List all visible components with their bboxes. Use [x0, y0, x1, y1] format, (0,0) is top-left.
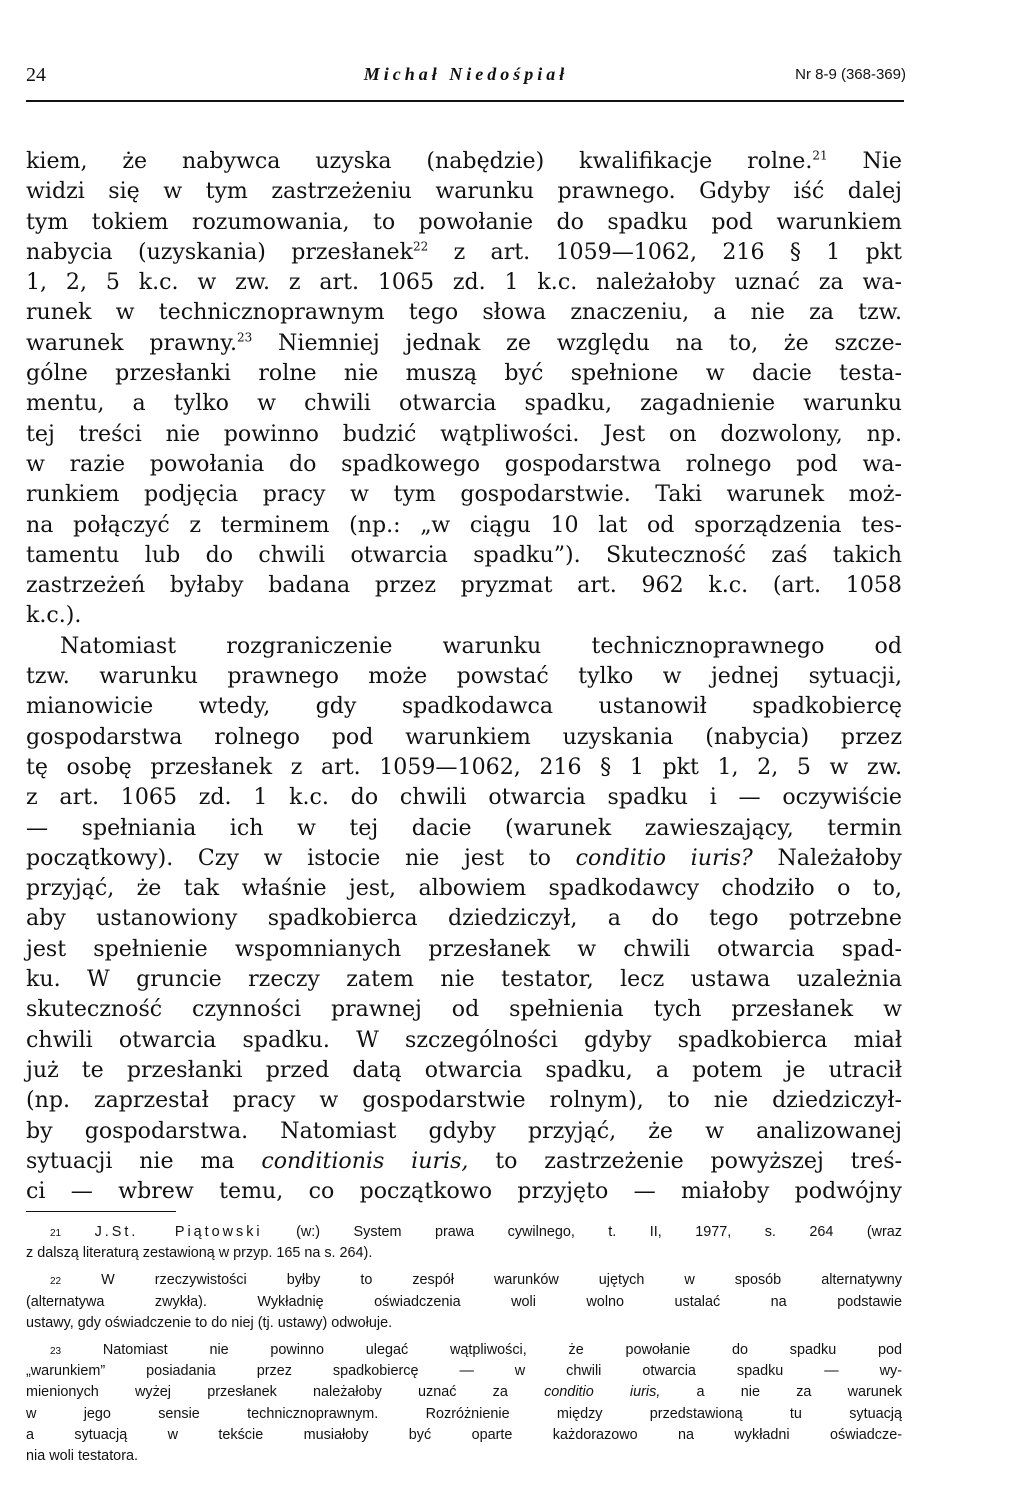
text-line: gólne przesłanki rolne nie muszą być spełnione w dacie testa- — [26, 360, 902, 387]
text-line: (np. zaprzestał pracy w gospodarstwie rolnym), to nie dziedziczył- — [26, 1087, 902, 1114]
text-line: zastrzeżeń byłaby badana przez pryzmat art. 962 k.c. (art. 1058 — [26, 572, 902, 599]
text-line: Natomiast rozgraniczenie warunku technicznoprawnego od — [60, 632, 902, 659]
issue-number: Nr 8-9 (368-369) — [795, 66, 906, 83]
text-line: k.c.). — [26, 602, 82, 629]
text-line: aby ustanowiony spadkobierca dziedziczył, a do tego potrzebne — [26, 905, 902, 932]
text-line: tej treści nie powinno budzić wątpliwości. Jest on dozwolony, np. — [26, 420, 902, 447]
text-line: tym tokiem rozumowania, to powołanie do spadku pod warunkiem — [26, 208, 902, 235]
footnote-21: 21 J.St. Piątowski (w:) System prawa cywilnego, t. II, 1977, s. 264 (wraz z dalszą literaturą zestawioną w przyp. 165 na s. 264). — [26, 1224, 903, 1262]
footnotes — [26, 1222, 902, 1467]
footnote-author: J.St. Piątowski — [94, 1224, 263, 1240]
text-line: jest spełnienie wspomnianych przesłanek w chwili otwarcia spad- — [26, 935, 902, 962]
footnote-rule — [26, 1211, 176, 1212]
text-line: ci — wbrew temu, co początkowo przyjęto — miałoby podwójny — [26, 1178, 902, 1205]
body-text — [26, 146, 902, 1206]
footnote-number: 21 — [50, 1228, 62, 1239]
text-line: kiem, że nabywca uzyska (nabędzie) kwalifikacje rolne.$^{21}$ Nie — [26, 148, 903, 174]
footnote-22: 22 W rzeczywistości byłby to zespół warunków ujętych w sposób alternatywny (alternatywa zwykła). Wykładnię oświadczenia woli wolno ustalać na podstawie ustawy, gdy oświadczenie to do niej (tj. ustawy) odwołuje. — [26, 1272, 902, 1331]
text-line: tzw. warunku prawnego może powstać tylko w jednej sytuacji, — [26, 663, 902, 690]
footnote-ref[interactable]: 21 — [812, 148, 828, 163]
text-line: już te przesłanki przed datą otwarcia spadku, a potem je utracił — [26, 1056, 902, 1083]
text-line: mentu, a tylko w chwili otwarcia spadku, zagadnienie warunku — [26, 390, 902, 417]
text-line: — spełniania ich w tej dacie (warunek zawieszający, termin — [26, 814, 902, 841]
text-line: by gospodarstwa. Natomiast gdyby przyjąć, że w analizowanej — [26, 1117, 902, 1144]
text-line: na połączyć z terminem (np.: „w ciągu 10 lat od sporządzenia tes- — [26, 511, 902, 538]
page-number: 24 — [26, 64, 46, 86]
text-line: początkowy). Czy w istocie nie jest to conditio iuris? Należałoby — [26, 844, 902, 871]
text-line: nabycia (uzyskania) przesłanek$^{22}$ z art. 1059—1062, 216 § 1 pkt — [26, 238, 902, 265]
text-line: warunek prawny.$^{23}$ Niemniej jednak ze względu na to, że szcze- — [26, 329, 902, 356]
text-line: chwili otwarcia spadku. W szczególności gdyby spadkobierca miał — [26, 1026, 902, 1053]
text-line: mianowicie wtedy, gdy spadkodawca ustanowił spadkobiercę — [26, 693, 902, 720]
footnote-23: 23 Natomiast nie powinno ulegać wątpliwości, że powołanie do spadku pod „warunkiem” posiadania przez spadkobiercę — w chwili otwarcia spadku — wy- mienionych wyżej przesłanek należałoby uznać za conditio iuris, a nie za warunek w jego sensie technicznoprawnym. Rozróżnienie między przedstawioną tu sytuacją a sytuacją w tekście musiałoby być oparte każdorazowo na wykładni oświadcze- nia woli testatora. — [26, 1341, 903, 1464]
text-line: runek w technicznoprawnym tego słowa znaczeniu, a nie za tzw. — [26, 299, 902, 326]
header-rule — [26, 100, 904, 102]
text-line: w razie powołania do spadkowego gospodarstwa rolnego pod wa- — [26, 450, 902, 477]
text-line: widzi się w tym zastrzeżeniu warunku prawnego. Gdyby iść dalej — [26, 178, 902, 205]
text-line: gospodarstwa rolnego pod warunkiem uzyskania (nabycia) przez — [26, 723, 902, 750]
text-line: z art. 1065 zd. 1 k.c. do chwili otwarcia spadku i — oczywiście — [26, 784, 902, 811]
text-line: tamentu lub do chwili otwarcia spadku”). Skuteczność zaś takich — [26, 541, 902, 568]
text-line: runkiem podjęcia pracy w tym gospodarstwie. Taki warunek moż- — [26, 481, 902, 508]
running-author: Michał Niedośpiał — [363, 64, 569, 84]
footnote-ref[interactable]: 23 — [236, 330, 253, 345]
text-line: 1, 2, 5 k.c. w zw. z art. 1065 zd. 1 k.c. należałoby uznać za wa- — [26, 269, 902, 296]
text-line: przyjąć, że tak właśnie jest, albowiem spadkodawcy chodziło o to, — [26, 875, 902, 902]
text-line: skuteczność czynności prawnej od spełnienia tych przesłanek w — [26, 996, 902, 1023]
text-line: tę osobę przesłanek z art. 1059—1062, 216 § 1 pkt 1, 2, 5 w zw. — [26, 753, 902, 780]
text-line: ku. W gruncie rzeczy zatem nie testator, lecz ustawa uzależnia — [26, 966, 902, 993]
footnote-number: 22 — [50, 1276, 62, 1288]
running-header — [26, 64, 906, 90]
text-line: sytuacji nie ma conditionis iuris, to zastrzeżenie powyższej treś- — [26, 1147, 902, 1174]
footnote-number: 23 — [50, 1345, 62, 1357]
footnote-ref[interactable]: 22 — [413, 239, 429, 254]
